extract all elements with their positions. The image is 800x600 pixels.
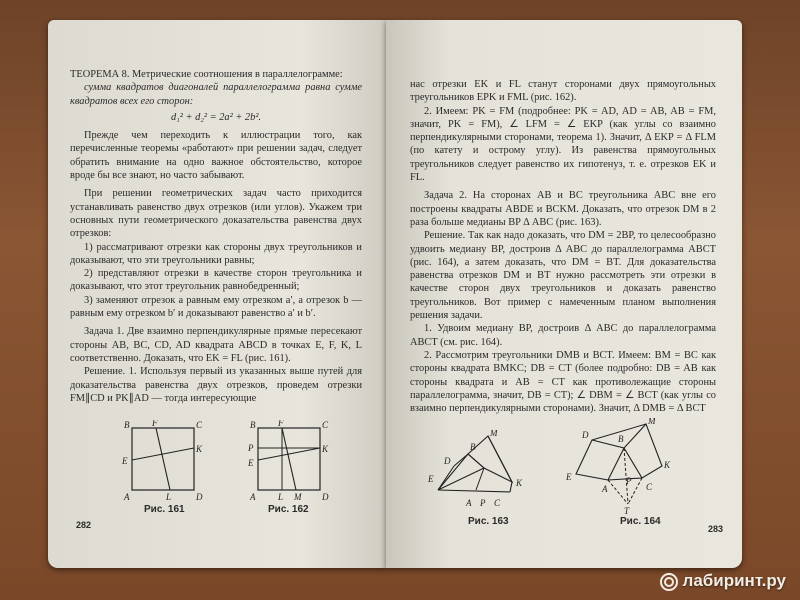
fig161-label-C: C [196, 420, 203, 430]
figure-162-caption: Рис. 162 [268, 504, 309, 515]
fig164-label-K: K [664, 460, 671, 470]
paragraph: При решении геометрических задач часто приходится устанавливать равенство двух отрезков (или углов). Укажем три основных пути геометрического доказательства равенства двух отрезков: [70, 188, 362, 240]
fig162-label-C: C [322, 420, 329, 430]
right-page-number: 283 [708, 524, 724, 534]
fig161-label-B: B [124, 420, 130, 430]
fig161-label-K: K [196, 444, 203, 454]
fig162-label-B: B [250, 420, 256, 430]
watermark-text: лабиринт.ру [682, 571, 786, 591]
list-item: 1) рассматривают отрезки как стороны двух треугольников и доказывают, что эти треугольники равны; [70, 241, 362, 266]
fig163-label-K: K [516, 478, 523, 488]
fig162-label-P: P [248, 443, 254, 453]
paragraph: нас отрезки EK и FL станут сторонами двух прямоугольных треугольников EPK и FML (рис. 162). [410, 79, 716, 104]
labyrinth-logo-icon [659, 572, 679, 592]
fig163-label-D: D [444, 456, 451, 466]
fig161-label-A: A [124, 492, 130, 502]
fig162-label-F: F [278, 420, 284, 428]
paragraph: 2. Имеем: PK = FM (подробнее: PK = AD, AD = AB, AB = FM, значит, PK = FM), ∠ LFM = ∠ EKP (как углы со взаимно перпендикулярными сторонами, теорема 1). Значит, Δ EKP = Δ FLM (по катету и острому углу). Из равенства прямоугольных треугольников следует равенство их гипотенуз, т. е. отрезков EK и FL. [410, 105, 716, 184]
left-page [48, 20, 386, 568]
left-page-number: 282 [76, 520, 92, 530]
solution-1: Решение. 1. Используя первый из указанных выше путей для доказательства равенства двух отрезков, проведем отрезки FM∥CD и PK∥AD — тогда интересующие [70, 366, 362, 404]
fig162-label-D: D [322, 492, 329, 502]
fig164-label-M: M [648, 418, 656, 426]
fig163-label-C: C [494, 498, 501, 508]
fig162-label-M: M [294, 492, 302, 502]
theorem-title: ТЕОРЕМА 8. Метрические соотношения в параллелограмме: [70, 69, 343, 80]
list-item: 3) заменяют отрезок a равным ему отрезком a′, а отрезок b — равным ему отрезком b′ и доказывают равенство a′ и b′. [70, 294, 362, 320]
fig163-label-P: P [480, 498, 486, 508]
fig161-label-D: D [196, 492, 203, 502]
fig164-label-P: P [626, 476, 632, 486]
watermark [659, 571, 786, 592]
theorem-body: сумма квадратов диагоналей параллелограмма равна сумме квадратов всех его сторон: [70, 82, 362, 107]
figure-164 [562, 418, 682, 514]
task-2: Задача 2. На сторонах AB и BC треугольника ABC вне его построены квадраты ABDE и BCKM. Доказать, что отрезок DM в 2 раза больше медианы BP Δ ABC (рис. 163). [410, 190, 716, 228]
fig162-label-K: K [322, 444, 329, 454]
figure-161 [118, 420, 213, 502]
fig164-label-B: B [618, 434, 624, 444]
figure-163-caption: Рис. 163 [468, 516, 509, 527]
fig163-label-A: A [466, 498, 472, 508]
fig162-label-L: L [278, 492, 284, 502]
fig164-label-A: A [602, 484, 608, 494]
solution-2: Решение. Так как надо доказать, что DM = 2BP, то целесообразно удвоить медиану BP, достроив Δ ABC до параллелограмма ABCT (рис. 164), а затем доказать, что DM = BT. Для доказательства равенства отрезков DM и BT нужно рассмотреть эти отрезки в качестве сторон двух треугольников и доказать равенство треугольников. Вот пример с намеченным планом выполнения решения задачи. [410, 230, 716, 322]
paragraph: 2. Рассмотрим треугольники DMB и BCT. Имеем: BM = BC как стороны квадрата BMKC; DB = CT (более подробно: DB = AB как стороны квадрата и AB = CT как противолежащие стороны параллелограмма, значит, DB = CT); ∠ DBM = ∠ BCT (как углы со взаимно перпендикулярными сторонами). Значит, Δ DMB = Δ BCT [410, 349, 716, 415]
fig164-label-C: C [646, 482, 653, 492]
figure-163 [426, 430, 536, 512]
right-page [386, 20, 742, 568]
fig163-label-B: B [470, 442, 476, 452]
formula: d₁² + d₂² = 2a² + 2b². [170, 111, 262, 123]
open-book [48, 20, 748, 580]
left-page-text [70, 68, 362, 405]
fig162-label-A: A [250, 492, 256, 502]
fig161-label-F: F [152, 420, 158, 428]
list-item: 2) представляют отрезки в качестве сторон треугольника и доказывают, что этот треугольник равнобедренный; [70, 268, 362, 293]
fig164-label-E: E [566, 472, 572, 482]
figure-162 [244, 420, 339, 502]
figure-164-caption: Рис. 164 [620, 516, 661, 527]
figure-161-caption: Рис. 161 [144, 504, 185, 515]
fig164-label-T: T [624, 506, 630, 514]
fig163-label-E: E [428, 474, 434, 484]
paragraph: 1. Удвоим медиану BP, достроив Δ ABC до параллелограмма ABCT (см. рис. 164). [410, 323, 716, 348]
fig162-label-E: E [248, 458, 254, 468]
right-page-text [410, 78, 716, 415]
fig163-label-M: M [490, 430, 498, 438]
task-1: Задача 1. Две взаимно перпендикулярные прямые пересекают стороны AB, BC, CD, AD квадрата ABCD в точках E, F, K, L соответственно. Доказать, что EK = FL (рис. 161). [70, 326, 362, 364]
fig161-label-L: L [166, 492, 172, 502]
fig161-label-E: E [122, 456, 128, 466]
fig164-label-D: D [582, 430, 589, 440]
paragraph: Прежде чем переходить к иллюстрации того, как перечисленные теоремы «работают» при решении задач, следует обратить внимание на одно важное обстоятельство, которое вроде бы все знают, но часто забывают. [70, 130, 362, 182]
